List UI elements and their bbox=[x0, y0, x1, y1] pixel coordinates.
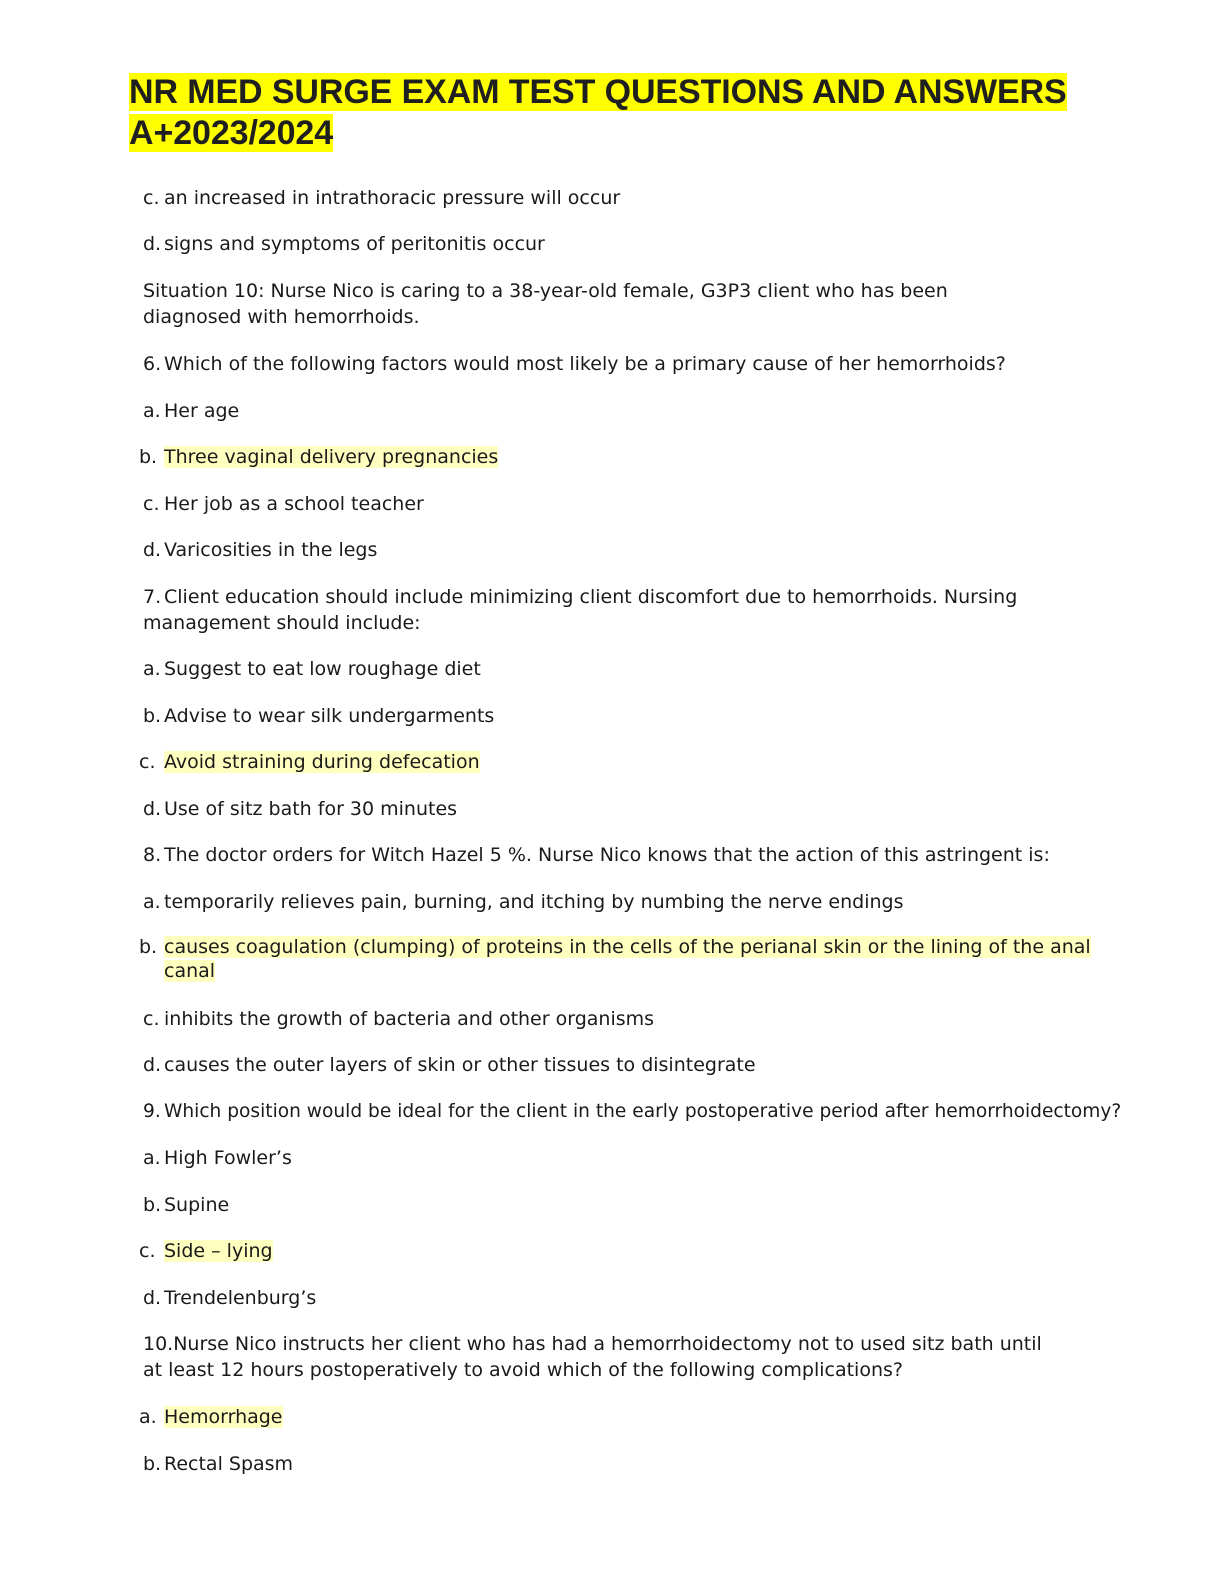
option-label: c. bbox=[139, 751, 156, 773]
option-b-answer bbox=[139, 444, 1199, 470]
option-a bbox=[143, 656, 1203, 682]
option-a bbox=[143, 889, 1203, 915]
question-text: The doctor orders for Witch Hazel 5 %. Nurse Nico knows that the action of this astringent is: bbox=[164, 844, 1050, 866]
question-text: Which of the following factors would most likely be a primary cause of her hemorrhoids? bbox=[164, 353, 1006, 375]
option-label: a. bbox=[143, 1147, 161, 1169]
option-label: d. bbox=[143, 1054, 162, 1076]
option-text: signs and symptoms of peritonitis occur bbox=[164, 233, 545, 255]
answer-highlight: Side – lying bbox=[164, 1240, 273, 1262]
option-text: Her job as a school teacher bbox=[164, 493, 424, 515]
option-text: Trendelenburg’s bbox=[164, 1287, 317, 1309]
question-9 bbox=[143, 1099, 1218, 1125]
option-label: c. bbox=[143, 187, 160, 209]
question-6 bbox=[143, 351, 1203, 377]
option-text: Rectal Spasm bbox=[164, 1453, 294, 1475]
question-number: 6. bbox=[143, 353, 162, 375]
option-label: c. bbox=[139, 1240, 156, 1262]
option-c bbox=[143, 185, 1203, 211]
document-title bbox=[129, 72, 1189, 154]
option-label: b. bbox=[139, 936, 158, 958]
option-label: b. bbox=[143, 1453, 162, 1475]
option-c bbox=[143, 491, 1203, 517]
question-number: 7. bbox=[143, 586, 162, 608]
question-number: 8. bbox=[143, 844, 162, 866]
question-text: Client education should include minimizing client discomfort due to hemorrhoids. Nursing management should include: bbox=[143, 586, 1018, 634]
question-number: 9. bbox=[143, 1101, 161, 1122]
title-line-1: NR MED SURGE EXAM TEST QUESTIONS AND ANSWERS bbox=[129, 73, 1067, 111]
option-label: d. bbox=[143, 798, 162, 820]
answer-highlight: Avoid straining during defecation bbox=[164, 751, 480, 773]
option-c-answer bbox=[139, 1238, 1199, 1264]
option-label: d. bbox=[143, 1287, 162, 1309]
option-d bbox=[143, 1052, 1203, 1078]
option-a-answer bbox=[139, 1404, 1199, 1430]
option-text: Her age bbox=[164, 400, 240, 422]
option-b bbox=[143, 1451, 1203, 1477]
question-10 bbox=[143, 1331, 1053, 1383]
option-a bbox=[143, 398, 1203, 424]
option-b bbox=[143, 1192, 1203, 1218]
option-text: Suggest to eat low roughage diet bbox=[164, 658, 481, 680]
answer-highlight: Hemorrhage bbox=[164, 1406, 283, 1428]
option-d bbox=[143, 231, 1203, 257]
option-text: an increased in intrathoracic pressure will occur bbox=[164, 187, 621, 209]
question-7 bbox=[143, 584, 1073, 636]
question-text: Which position would be ideal for the client in the early postoperative period after hemorrhoidectomy? bbox=[164, 1101, 1122, 1122]
option-d bbox=[143, 1285, 1203, 1311]
option-label: a. bbox=[143, 658, 161, 680]
option-text: Advise to wear silk undergarments bbox=[164, 705, 495, 727]
question-8 bbox=[143, 842, 1203, 868]
option-label: b. bbox=[143, 1194, 162, 1216]
option-text: High Fowler’s bbox=[164, 1147, 292, 1169]
question-number: 10. bbox=[143, 1333, 174, 1355]
option-label: a. bbox=[143, 400, 161, 422]
option-text: causes the outer layers of skin or other tissues to disintegrate bbox=[164, 1054, 756, 1076]
option-label: a. bbox=[143, 891, 161, 913]
option-c-answer bbox=[139, 749, 1199, 775]
option-label: d. bbox=[143, 233, 162, 255]
option-label: b. bbox=[139, 446, 158, 468]
option-label: b. bbox=[143, 705, 162, 727]
option-d bbox=[143, 537, 1203, 563]
answer-highlight: Three vaginal delivery pregnancies bbox=[164, 446, 499, 468]
option-label: d. bbox=[143, 539, 162, 561]
option-d bbox=[143, 796, 1203, 822]
option-a bbox=[143, 1145, 1203, 1171]
option-label: c. bbox=[143, 493, 160, 515]
option-label: c. bbox=[143, 1008, 160, 1030]
option-b-answer bbox=[139, 935, 1139, 983]
situation-text: Situation 10: Nurse Nico is caring to a 38-year-old female, G3P3 client who has been diagnosed with hemorrhoids. bbox=[143, 280, 948, 328]
option-b bbox=[143, 703, 1203, 729]
question-text: Nurse Nico instructs her client who has had a hemorrhoidectomy not to used sitz bath until at least 12 hours postoperatively to avoid which of the following complications? bbox=[143, 1333, 1042, 1381]
option-c bbox=[143, 1006, 1203, 1032]
answer-highlight: causes coagulation (clumping) of proteins in the cells of the perianal skin or the lining of the anal canal bbox=[164, 936, 1091, 982]
option-text: Use of sitz bath for 30 minutes bbox=[164, 798, 458, 820]
option-text: inhibits the growth of bacteria and other organisms bbox=[164, 1008, 655, 1030]
option-text: Supine bbox=[164, 1194, 230, 1216]
option-text: Varicosities in the legs bbox=[164, 539, 378, 561]
option-label: a. bbox=[139, 1406, 157, 1428]
title-line-2: A+2023/2024 bbox=[129, 114, 334, 152]
option-text: temporarily relieves pain, burning, and itching by numbing the nerve endings bbox=[164, 891, 904, 913]
